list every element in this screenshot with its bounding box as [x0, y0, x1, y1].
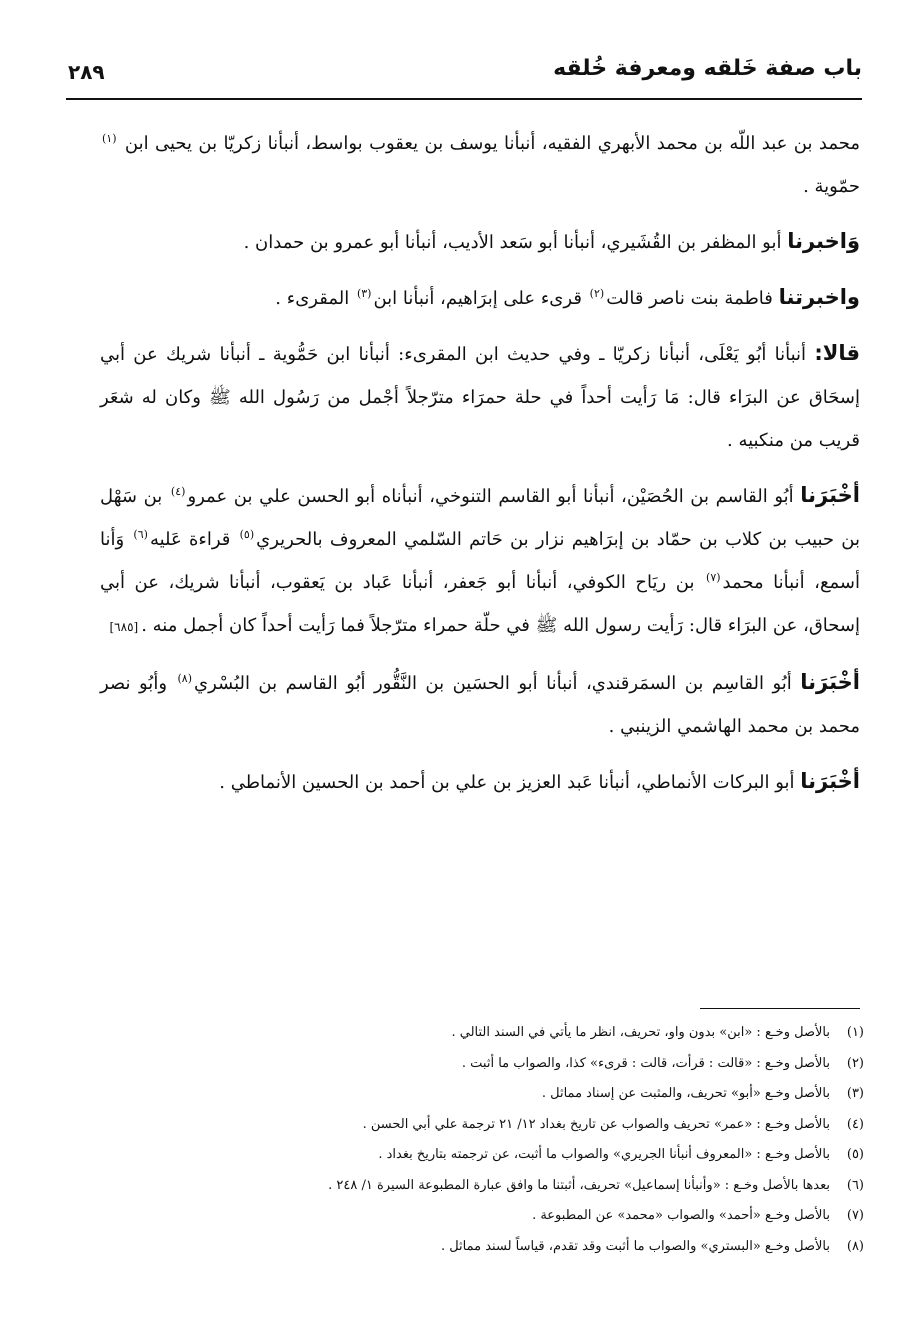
paragraph [100, 220, 860, 264]
footnote-text: بالأصل وخـع «البستري» والصواب ما أثبت وقد تقدم، قياساً لسند مماثل . [440, 1238, 830, 1254]
paragraph-text: أبو المظفر بن القُشَيري، أنبأنا أبو سَعد الأديب، أنبأنا أبو عمرو بن حمدان . [243, 232, 788, 253]
footnote-number: (٨) [846, 1238, 864, 1254]
paragraph-text: فاطمة بنت ناصر قالت [606, 288, 779, 309]
footnote-marker: (٤) [170, 485, 186, 498]
footnote [100, 1018, 864, 1049]
footnote [100, 1110, 864, 1141]
paragraph-text: محمد بن عبد اللّه بن محمد الأبهري الفقيه، أنبأنا يوسف بن يعقوب بواسط، أنبأنا زكريّا بن يحيى ابن [118, 133, 860, 154]
paragraph-text: وأبُو نصر محمد بن محمد الهاشمي الزينبي . [100, 673, 860, 737]
footnote-text: بالأصل وخـع : «ابن» بدون واو، تحريف، انظر ما يأتي في السند التالي . [451, 1025, 830, 1040]
paragraph-lead-word: وَاخبرنا [787, 229, 860, 253]
running-title: باب صفة خَلقه ومعرفة خُلقه [553, 56, 862, 81]
paragraph-text: بن سَهْل بن حبيب بن كلاب بن حمّاد بن إبرَاهيم نزار بن حَاتم السّلمي المعروف بالحريري [100, 486, 860, 550]
footnote-divider [700, 1008, 860, 1009]
footnote [100, 1079, 864, 1110]
page-number: ٢٨٩ [68, 60, 105, 84]
paragraph-text: بن ريَاح الكوفي، أنبأنا أبو جَعفر، أنبأنا عَباد بن يَعقوب، أنبأنا شريك، عن أبي إسحاق، عن البرَاء قال: رَأيت رسول الله ﷺ في حلّة حمراء مترّجلاً فما رَأيت أحداً كان أجمل منه . [100, 572, 860, 636]
footnote-number: (٣) [846, 1086, 864, 1101]
paragraph-lead-word: أخْبَرَنا [800, 483, 860, 507]
paragraph [100, 122, 860, 208]
footnote-marker: (٨) [177, 672, 192, 685]
footnote-marker: (٢) [589, 287, 605, 300]
footnote-number: (٦) [846, 1177, 864, 1193]
paragraph [100, 760, 860, 804]
footnote [100, 1049, 864, 1080]
footnote-marker: (٣) [356, 287, 372, 300]
footnote [100, 1171, 864, 1202]
paragraph-lead-word: أخْبَرَنا [800, 769, 860, 793]
paragraph-text: أبُو القاسِم بن السمَرقندي، أنبأنا أبو الحسَين بن النَّقُّور أبُو القاسم بن البُسْري [193, 673, 801, 694]
paragraph [100, 474, 860, 649]
footnote [100, 1140, 864, 1171]
paragraph-text: المقرىء . [275, 288, 355, 309]
footnote-number: (١) [846, 1025, 864, 1040]
footnote [100, 1232, 864, 1263]
footnote [100, 1201, 864, 1232]
footnote-text: بالأصل وخـع «أبو» تحريف، والمثبت عن إسناد مماثل . [541, 1086, 830, 1101]
paragraph-text: قراءة عَليه [149, 529, 238, 550]
paragraph [100, 661, 860, 748]
footnote-text: بالأصل وخـع : «المعروف أنبأنا الجريري» والصواب ما أثبت، عن ترجمته بتاريخ بغداد . [378, 1147, 830, 1162]
paragraph-lead-word: واخبرتنا [778, 285, 860, 309]
hadith-number: [٦٨٥] [109, 620, 139, 634]
footnote-text: بعدها بالأصل وخـع : «وأنبأنا إسماعيل» تحريف، أثبتنا ما وافق عبارة المطبوعة السيرة ١/ ٢٤٨ . [328, 1177, 830, 1193]
footnote-number: (٧) [846, 1208, 864, 1223]
footnotes [100, 1018, 864, 1262]
footnote-number: (٤) [846, 1116, 864, 1132]
paragraph-text: أنبأنا أبُو يَعْلَى، أنبأنا زكريّا ـ وفي حديث ابن المقرىء: أنبأنا ابن حَمُّوية ـ أنبأنا شريك عن أبي إسحَاق عن البرَاء قال: مَا رَأيت أحداً في حلة حمرَاء مترّجلاً أجْمل من رَسُول الله ﷺ وكان له شعَر قريب من منكبيه . [100, 344, 860, 451]
paragraph [100, 276, 860, 320]
main-text [100, 122, 860, 816]
paragraph-text: أبو البركات الأنماطي، أنبأنا عَبد العزيز بن علي بن أحمد بن الحسين الأنماطي . [219, 772, 801, 793]
footnote-text: بالأصل وخـع «أحمد» والصواب «محمد» عن المطبوعة . [532, 1208, 830, 1223]
paragraph-lead-word: أخْبَرَنا [800, 670, 860, 694]
paragraph-text: حمّوية . [803, 176, 860, 197]
paragraph-text: قرىء على إبرَاهيم، أنبأنا ابن [373, 288, 588, 309]
footnote-marker: (٦) [133, 528, 148, 541]
footnote-marker: (٥) [239, 528, 255, 541]
footnote-text: بالأصل وخـع : «قالت : قرأت، قالت : قرىء» كذا، والصواب ما أثبت . [461, 1055, 830, 1071]
paragraph-lead-word: قالا: [814, 341, 860, 365]
paragraph-text: أبُو القاسم بن الحُصَيْن، أنبأنا أبو القاسم التنوخي، أنبأناه أبو الحسن علي بن عمرو [187, 486, 801, 507]
paragraph-text: وَأنا أسمع، أنبأنا محمد [100, 529, 861, 593]
footnote-number: (٢) [846, 1055, 864, 1071]
footnote-text: بالأصل وخـع : «عمر» تحريف والصواب عن تاريخ بغداد ١٢/ ٢١ ترجمة علي أبي الحسن . [362, 1116, 830, 1132]
page-header [66, 52, 862, 100]
paragraph [100, 332, 860, 462]
footnote-number: (٥) [846, 1147, 864, 1162]
footnote-marker: (٧) [706, 571, 721, 584]
footnote-marker: (١) [102, 132, 117, 145]
